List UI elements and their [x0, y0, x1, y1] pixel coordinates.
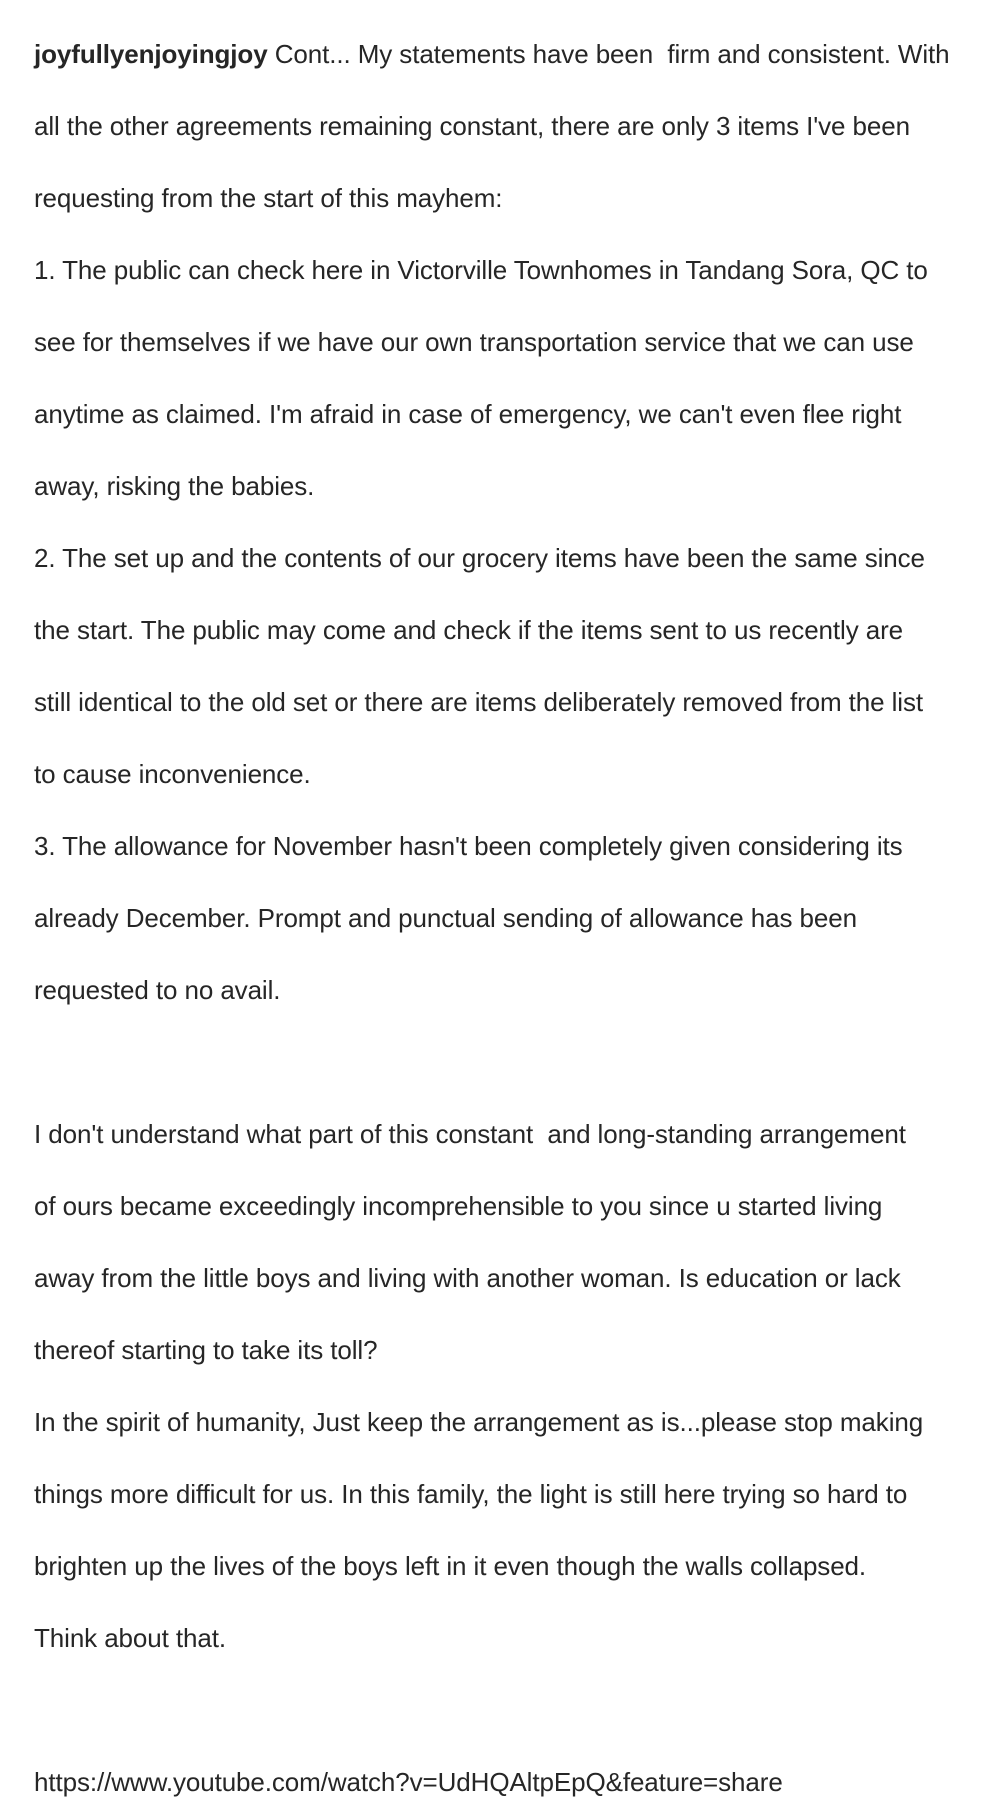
username-link[interactable]: joyfullyenjoyingjoy	[34, 39, 268, 69]
caption-line: requesting from the start of this mayhem:	[34, 183, 503, 213]
caption-first-line	[34, 36, 984, 72]
caption-line: anytime as claimed. I'm afraid in case of emergency, we can't even flee right	[34, 399, 902, 429]
caption-line: see for themselves if we have our own transportation service that we can use	[34, 327, 914, 357]
caption-line: 3. The allowance for November hasn't been completely given considering its	[34, 831, 903, 861]
caption-line: the start. The public may come and check if the items sent to us recently are	[34, 615, 904, 645]
caption-line: of ours became exceedingly incomprehensible to you since u started living	[34, 1191, 883, 1221]
caption-line: In the spirit of humanity, Just keep the arrangement as is...please stop making	[34, 1407, 924, 1437]
caption-line: already December. Prompt and punctual sending of allowance has been	[34, 903, 857, 933]
caption-line: away from the little boys and living with another woman. Is education or lack	[34, 1263, 901, 1293]
caption-line: 1. The public can check here in Victorville Townhomes in Tandang Sora, QC to	[34, 255, 928, 285]
caption-line: I don't understand what part of this constant and long-standing arrangement	[34, 1119, 906, 1149]
post-caption	[34, 0, 984, 1818]
caption-line: thereof starting to take its toll?	[34, 1335, 378, 1365]
paragraph-gap	[34, 1692, 984, 1728]
caption-line: brighten up the lives of the boys left in it even though the walls collapsed.	[34, 1551, 867, 1581]
caption-line: to cause inconvenience.	[34, 759, 311, 789]
youtube-link[interactable]: https://www.youtube.com/watch?v=UdHQAltpEpQ&feature=share	[34, 1767, 783, 1797]
caption-line: things more difficult for us. In this family, the light is still here trying so hard to	[34, 1479, 908, 1509]
paragraph-gap	[34, 1044, 984, 1080]
caption-text: Cont... My statements have been firm and consistent. With	[267, 39, 950, 69]
caption-line: all the other agreements remaining constant, there are only 3 items I've been	[34, 111, 910, 141]
caption-line: Think about that.	[34, 1623, 226, 1653]
caption-line: away, risking the babies.	[34, 471, 315, 501]
caption-line: still identical to the old set or there are items deliberately removed from the list	[34, 687, 924, 717]
caption-line: requested to no avail.	[34, 975, 281, 1005]
caption-line: 2. The set up and the contents of our grocery items have been the same since	[34, 543, 925, 573]
